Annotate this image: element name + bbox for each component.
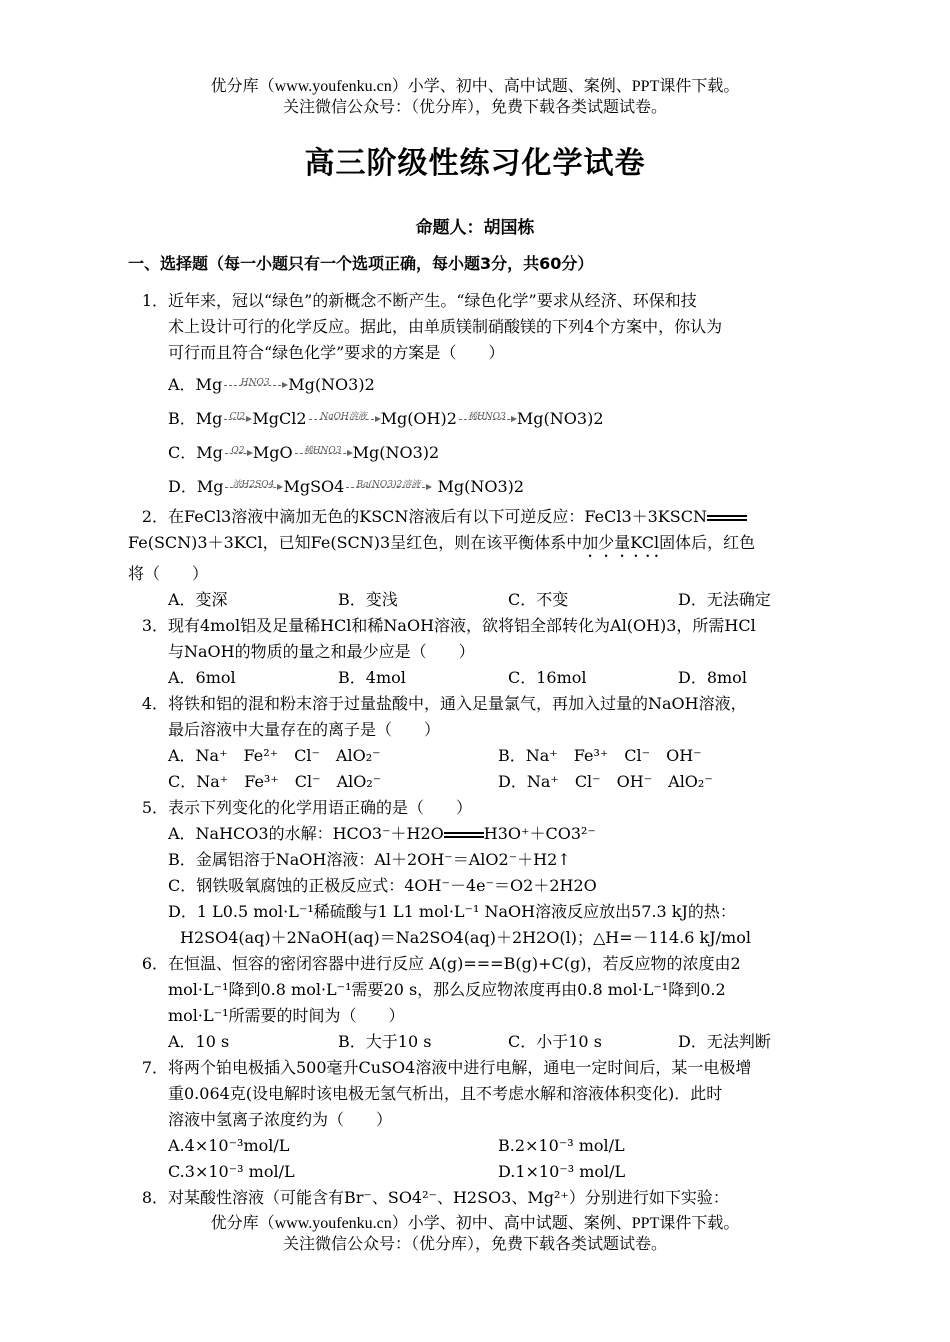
question-text: mol·L⁻¹所需要的时间为（ ） (168, 1006, 405, 1025)
arrow-condition: 浓H2SO4 (232, 479, 275, 490)
arrow-condition: Ba(NO3)2溶液 (356, 479, 421, 490)
question-1 (128, 288, 850, 500)
question-3 (128, 613, 850, 691)
options-row (128, 1029, 850, 1055)
question-number: 8． (141, 1188, 168, 1207)
question-text: 与NaOH的物质的量之和最少应是（ ） (168, 642, 475, 661)
question-text: 将铁和铝的混和粉末溶于过量盐酸中，通入足量氯气，再加入过量的NaOH溶液， (168, 694, 747, 713)
question-text: 在恒温、恒容的密闭容器中进行反应 A(g)===B(g)+C(g)，若反应物的浓度由2 (168, 954, 741, 973)
equilibrium-arrow (707, 513, 747, 523)
emphasized-text: 加少量KCl (582, 533, 660, 552)
option-a: A．10 s (168, 1032, 230, 1051)
options-row (128, 743, 850, 769)
question-text: 重0.064克(设电解时该电极无氢气析出，且不考虑水解和溶液体积变化)．此时 (168, 1084, 723, 1103)
question-text: 现有4mol铝及足量稀HCl和稀NaOH溶液，欲将铝全部转化为Al(OH)3，所需HCl (168, 616, 756, 635)
option-a: A.4×10⁻³mol/L (168, 1136, 290, 1155)
option-b: B．Na⁺ Fe³⁺ Cl⁻ OH⁻ (498, 746, 702, 765)
page-header (0, 76, 950, 118)
question-text: 固体后，红色 (659, 533, 756, 552)
option-label: B．Mg (168, 409, 223, 428)
option-product: Mg(NO3)2 (437, 477, 525, 496)
question-text: Fe(SCN)3＋3KCl，已知Fe(SCN)3呈红色，则在该平衡体系中 (128, 533, 583, 552)
question-text: 可行而且符合“绿色化学”要求的方案是（ ） (168, 343, 505, 362)
intermediate: MgCl2 (252, 409, 307, 428)
option-d (128, 474, 850, 500)
question-number: 2． (141, 507, 168, 526)
option-product: Mg(NO3)2 (352, 443, 440, 462)
question-6 (128, 951, 850, 1055)
question-text (8, 530, 950, 556)
question-text: 将（ ） (128, 564, 209, 583)
question-8 (128, 1185, 850, 1211)
reaction-arrow (224, 379, 286, 393)
reaction-arrow (295, 447, 351, 461)
question-text: 对某酸性溶液（可能含有Br⁻、SO4²⁻、H2SO3、Mg²⁺）分别进行如下实验： (168, 1188, 729, 1207)
options-row (128, 1159, 850, 1185)
option-c: C．小于10 s (508, 1032, 602, 1051)
option-b: B．4mol (338, 668, 406, 687)
equilibrium-arrow (444, 830, 484, 840)
option-c: C．钢铁吸氧腐蚀的正极反应式：4OH⁻－4e⁻＝O2＋2H2O (168, 876, 597, 895)
section-heading: 一、选择题（每一小题只有一个选项正确，每小题3分，共60分） (128, 254, 594, 273)
reaction-arrow (346, 481, 430, 495)
question-number: 5． (141, 798, 168, 817)
question-text: 将两个铂电极插入500毫升CuSO4溶液中进行电解，通电一定时间后，某一电极增 (168, 1058, 752, 1077)
option-d: D．无法判断 (678, 1032, 771, 1051)
option-a (128, 372, 850, 398)
question-4 (128, 691, 850, 795)
question-number: 3． (141, 616, 168, 635)
option-label: D．Mg (168, 477, 224, 496)
option-c: C．16mol (508, 668, 587, 687)
page-footer (0, 1213, 950, 1255)
reaction-arrow (224, 413, 250, 427)
footer-line-2: 关注微信公众号：（优分库），免费下载各类试题试卷。 (282, 1236, 667, 1253)
option-b: B．金属铝溶于NaOH溶液：Al＋2OH⁻＝AlO2⁻＋H2↑ (168, 850, 571, 869)
footer-line-1: 优分库（www.youfenku.cn）小学、初中、高中试题、案例、PPT课件下载。 (210, 1215, 740, 1232)
option-a: A．Na⁺ Fe²⁺ Cl⁻ AlO₂⁻ (168, 746, 381, 765)
exam-title: 高三阶级性练习化学试卷 (304, 146, 646, 181)
header-line-1: 优分库（www.youfenku.cn）小学、初中、高中试题、案例、PPT课件下载。 (210, 78, 740, 95)
arrow-condition: 稀HNO3 (468, 411, 506, 422)
option-b: B．大于10 s (338, 1032, 432, 1051)
option-c: C．不变 (508, 590, 569, 609)
question-text: 溶液中氢离子浓度约为（ ） (168, 1110, 393, 1129)
question-number: 4． (141, 694, 168, 713)
option-label: A．Mg (168, 375, 223, 394)
question-text: 近年来，冠以“绿色”的新概念不断产生。“绿色化学”要求从经济、环保和技 (168, 291, 697, 310)
option-a: A．变深 (168, 590, 228, 609)
option-c: C．Na⁺ Fe³⁺ Cl⁻ AlO₂⁻ (168, 772, 382, 791)
question-text: mol·L⁻¹降到0.8 mol·L⁻¹需要20 s，那么反应物浓度再由0.8 mol·L⁻¹降到0.2 (168, 980, 726, 999)
arrow-condition: 稀HNO3 (303, 445, 342, 456)
question-7 (128, 1055, 850, 1185)
option-product: Mg(NO3)2 (516, 409, 604, 428)
option-b: B.2×10⁻³ mol/L (498, 1136, 625, 1155)
options-row (128, 665, 850, 691)
question-number: 1． (141, 291, 168, 310)
option-text: H3O⁺＋CO3²⁻ (483, 824, 596, 843)
option-text: A．NaHCO3的水解：HCO3⁻＋H2O (168, 824, 444, 843)
option-d: D.1×10⁻³ mol/L (498, 1162, 626, 1181)
reaction-arrow (309, 413, 379, 427)
question-text: 术上设计可行的化学反应。据此，由单质镁制硝酸镁的下列4个方案中，你认为 (168, 317, 723, 336)
option-c (128, 440, 850, 466)
option-b: B．变浅 (338, 590, 398, 609)
exam-author: 命题人：胡国栋 (415, 218, 535, 238)
option-d-equation: H2SO4(aq)＋2NaOH(aq)＝Na2SO4(aq)＋2H2O(l)；△H=－114.6 kJ/mol (180, 928, 751, 947)
arrow-condition: HNO3 (240, 377, 270, 388)
question-text: 表示下列变化的化学用语正确的是（ ） (168, 798, 473, 817)
question-list (128, 288, 850, 1211)
options-row (128, 1133, 850, 1159)
option-a: A．6mol (168, 668, 236, 687)
options-row (128, 769, 850, 795)
intermediate: Mg(OH)2 (380, 409, 457, 428)
question-number: 7． (141, 1058, 168, 1077)
option-label: C．Mg (168, 443, 223, 462)
option-b (128, 406, 850, 432)
question-text: 最后溶液中大量存在的离子是（ ） (168, 720, 441, 739)
option-d: D．1 L0.5 mol·L⁻¹稀硫酸与1 L1 mol·L⁻¹ NaOH溶液反应放出57.3 kJ的热： (168, 902, 736, 921)
intermediate: MgO (252, 443, 293, 462)
reaction-arrow (225, 481, 281, 495)
option-d: D．Na⁺ Cl⁻ OH⁻ AlO₂⁻ (498, 772, 713, 791)
option-d: D．8mol (678, 668, 747, 687)
option-c: C.3×10⁻³ mol/L (168, 1162, 295, 1181)
header-line-2: 关注微信公众号：（优分库），免费下载各类试题试卷。 (282, 99, 667, 116)
option-d: D．无法确定 (678, 590, 771, 609)
question-2 (8, 504, 850, 556)
reaction-arrow (459, 413, 515, 427)
reaction-arrow (225, 447, 251, 461)
arrow-condition: NaOH溶液 (320, 411, 367, 422)
option-product: Mg(NO3)2 (288, 375, 375, 394)
arrow-condition: Cl2 (229, 411, 246, 422)
question-5 (128, 795, 850, 951)
option-a (128, 821, 850, 847)
question-number: 6． (141, 954, 168, 973)
arrow-condition: O2 (231, 445, 245, 456)
options-row (128, 587, 950, 613)
intermediate: MgSO4 (283, 477, 345, 496)
question-text: 在FeCl3溶液中滴加无色的KSCN溶液后有以下可逆反应：FeCl3＋3KSCN (168, 507, 707, 526)
